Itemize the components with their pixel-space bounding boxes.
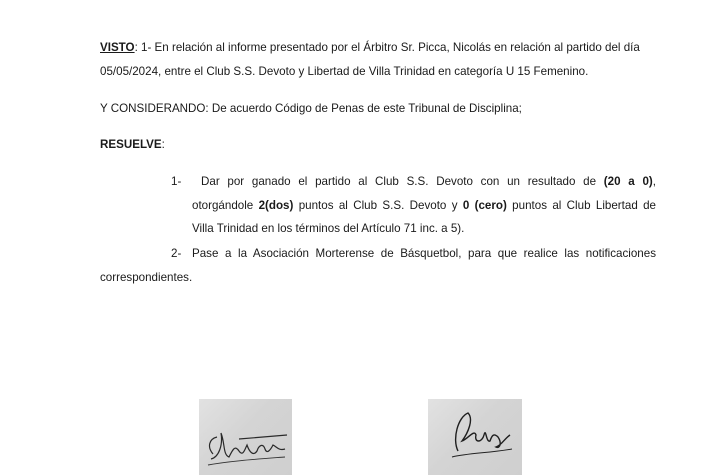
item-1-points-libertad: 0 (cero) <box>462 199 507 212</box>
visto-text-1: : 1- En relación al informe presentado por el Árbitro Sr. Picca, Nicolás en relación al partido del día <box>134 41 640 54</box>
item-1-line-1 <box>201 175 656 189</box>
item-1-text-b: otorgándole <box>192 199 259 212</box>
item-2-line-2 <box>100 271 656 285</box>
resuelve-label: RESUELVE <box>100 138 162 151</box>
considerando-text: Y CONSIDERANDO: De acuerdo Código de Penas de este Tribunal de Disciplina; <box>100 102 522 115</box>
visto-line-1 <box>100 41 656 55</box>
resuelve-heading <box>100 138 656 152</box>
item-1-text-a: Dar por ganado el partido al Club S.S. Devoto con un resultado de <box>201 175 604 188</box>
item-1-text-c: puntos al Club S.S. Devoto y <box>293 199 463 212</box>
item-1-text-e: Villa Trinidad en los términos del Artículo 71 inc. a 5). <box>192 222 465 235</box>
item-1-line-2 <box>192 199 656 213</box>
item-2-text-a: Pase a la Asociación Morterense de Básquetbol, para que realice las notificaciones <box>192 247 656 260</box>
item-2-text-b: correspondientes. <box>100 271 193 284</box>
resuelve-colon: : <box>161 138 165 151</box>
item-1-number: 1- <box>171 175 182 188</box>
item-1-comma: , <box>652 175 656 188</box>
item-2-number: 2- <box>171 247 182 260</box>
signature-left-icon <box>199 399 292 475</box>
visto-line-2 <box>100 65 656 79</box>
signature-right-icon <box>428 399 522 475</box>
visto-label: VISTO <box>100 41 135 54</box>
item-1-text-d: puntos al Club Libertad de <box>506 199 656 212</box>
item-1-result: (20 a 0) <box>603 175 653 188</box>
item-1-points-devoto: 2(dos) <box>258 199 294 212</box>
visto-text-2: 05/05/2024, entre el Club S.S. Devoto y Libertad de Villa Trinidad en categoría U 15 Femenino. <box>100 65 589 78</box>
item-1-line-3 <box>192 222 720 236</box>
item-2-line-1 <box>192 247 656 261</box>
considerando-paragraph <box>100 102 656 116</box>
